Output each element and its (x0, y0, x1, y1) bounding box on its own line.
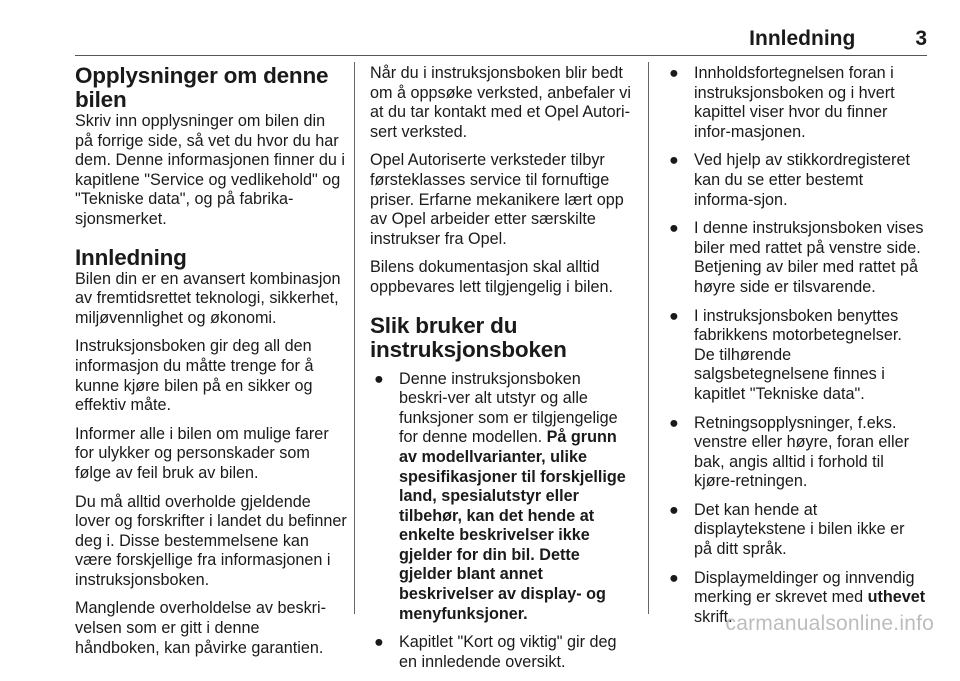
list-item-text: Innholdsfortegnelsen foran i instruksjonsboken og i hvert kapittel viser hvor du finner infor-masjonen. (694, 64, 895, 141)
bullet-icon: ● (669, 500, 679, 519)
column-1 (75, 64, 347, 667)
list-item-text: I instruksjonsboken benyttes fabrikkens motorbetegnelser. De tilhørende salgsbetegnelsene finnes i kapitlet "Tekniske data". (694, 306, 902, 403)
bullet-icon: ● (669, 306, 679, 325)
bullet-icon: ● (669, 413, 679, 432)
heading-introduction: Innledning (75, 244, 187, 270)
list-item (665, 414, 927, 492)
list-item-text: Ved hjelp av stikkordregisteret kan du se etter bestemt informa-sjon. (694, 151, 910, 209)
bullet-icon: ● (669, 568, 679, 587)
paragraph: Informer alle i bilen om mulige farer for ulykker og personskader som følge av feil bruk av bilen. (75, 424, 329, 482)
header-title: Innledning (749, 27, 856, 50)
list-item (665, 64, 927, 142)
page-number: 3 (915, 27, 927, 50)
heading-how-to-use: Slik bruker du instruksjonsboken (370, 312, 567, 362)
list-item-text: Kapitlet "Kort og viktig" gir deg en innledende oversikt. (399, 633, 617, 671)
paragraph: Bilens dokumentasjon skal alltid oppbevares lett tilgjengelig i bilen. (370, 258, 613, 296)
watermark-text: carmanualsonline.info (725, 612, 934, 635)
bullet-icon: ● (669, 64, 679, 82)
bullet-icon: ● (374, 369, 384, 388)
paragraph: Manglende overholdelse av beskri-velsen som er gitt i denne håndboken, kan påvirke garantien. (75, 599, 327, 657)
paragraph: Når du i instruksjonsboken blir bedt om å oppsøke verksted, anbefaler vi at du tar kontakt med et Opel Autori-sert verksted. (370, 64, 631, 141)
bullet-list (370, 370, 633, 673)
paragraph: Opel Autoriserte verksteder tilbyr førsteklasses service til fornuftige priser. Erfarne mekanikere lært opp av Opel arbeider etter særskilte instrukser fra Opel. (370, 151, 624, 248)
running-header (77, 27, 927, 51)
list-item-text: Retningsopplysninger, f.eks. venstre eller høyre, foran eller bak, angis alltid i forhold til kjøre-retningen. (694, 413, 910, 491)
column-2 (370, 64, 633, 681)
paragraph: Skriv inn opplysninger om bilen din på forrige side, så vet du hvor du har dem. Denne informasjonen finner du i kapitlene "Service og vedlikehold" og "Tekniske data", og på fabrika-sjonsmerket. (75, 112, 345, 228)
list-item (370, 633, 633, 672)
column-divider-1 (354, 62, 355, 614)
bullet-icon: ● (669, 151, 679, 170)
list-item-text: Displaymeldinger og innvendig merking er skrevet med (694, 568, 915, 607)
list-item (665, 219, 927, 297)
header-rule (75, 55, 927, 56)
list-item (665, 307, 927, 405)
list-item (665, 501, 927, 560)
column-3 (665, 64, 927, 636)
paragraph: Bilen din er en avansert kombinasjon av fremtidsrettet teknologi, sikkerhet, miljøvennlighet og økonomi. (75, 269, 341, 327)
bullet-icon: ● (374, 633, 384, 652)
list-item (665, 151, 927, 210)
paragraph: Du må alltid overholde gjeldende lover og forskrifter i landet du befinner deg i. Disse bestemmelsene kan være forskjellige fra informasjonen i instruksjonsboken. (75, 492, 347, 589)
column-divider-2 (648, 62, 649, 614)
bullet-list (665, 64, 927, 627)
list-item (370, 370, 633, 625)
list-item-text: Denne instruksjonsboken beskri-ver alt utstyr og alle funksjoner som er tilgjengelige for denne modellen. (399, 369, 618, 447)
list-item-bold-text: uthevet (867, 588, 926, 607)
list-item-bold-text: På grunn av modellvarianter, ulike spesifikasjoner til forskjellige land, spesialutstyr eller tilbehør, kan det hende at enkelte beskrivelser ikke gjelder for din bil. Dette gjelder blant annet beskrivelser av display- og menyfunksjoner. (399, 428, 626, 623)
list-item-text: I denne instruksjonsboken vises biler med rattet på venstre side. Betjening av biler med rattet på høyre side er tilsvarende. (694, 219, 924, 296)
bullet-icon: ● (669, 219, 679, 238)
heading-vehicle-info: Opplysninger om denne bilen (75, 63, 329, 112)
paragraph: Instruksjonsboken gir deg all den informasjon du måtte trenge for å kunne kjøre bilen på en sikker og effektiv måte. (75, 337, 314, 415)
list-item-text: Det kan hende at displaytekstene i bilen ikke er på ditt språk. (694, 500, 905, 559)
list-item-text: skrift. (694, 607, 733, 626)
